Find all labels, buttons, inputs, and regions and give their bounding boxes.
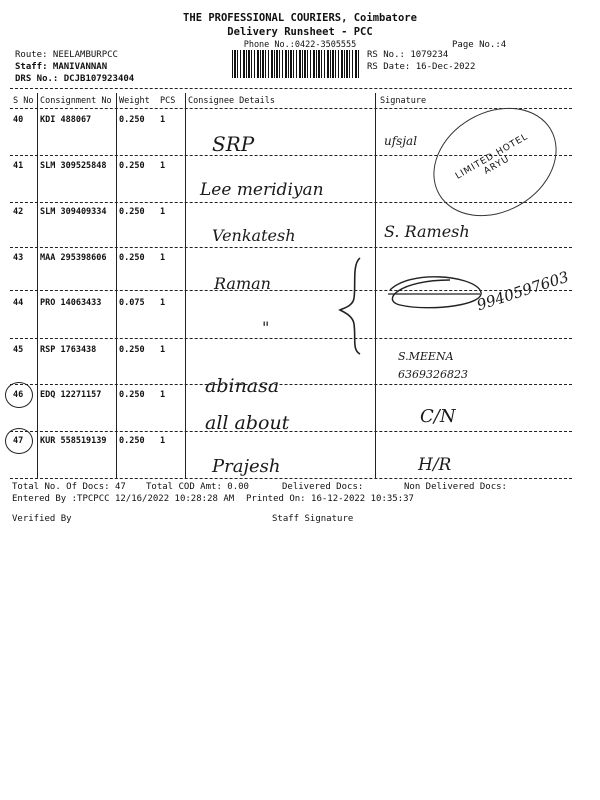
row-weight: 0.250 — [119, 253, 145, 263]
row-consignee: Lee meridiyan — [200, 180, 324, 200]
row-consignment: MAA 295398606 — [40, 253, 107, 263]
col-header-sno: S No — [13, 96, 34, 106]
row-signature: ufsjal — [384, 134, 418, 148]
col-divider — [116, 93, 117, 478]
row-consignment: PRO 14063433 — [40, 298, 102, 308]
row-consignment: EDQ 12271157 — [40, 390, 102, 400]
row-consignment: RSP 1763438 — [40, 345, 97, 355]
delivered-docs: Delivered Docs: — [282, 482, 364, 492]
row-rule — [10, 431, 572, 432]
non-delivered-docs: Non Delivered Docs: — [404, 482, 507, 492]
row-sno: 45 — [13, 345, 24, 355]
row-rule — [10, 384, 572, 385]
row-consignee: Raman — [214, 274, 271, 293]
row-consignee: all about — [205, 412, 290, 434]
row-sno: 42 — [13, 207, 24, 217]
row-sno: 47 — [13, 436, 24, 446]
phone-number: Phone No.:0422-3505555 — [243, 40, 357, 50]
handwritten-marks — [330, 250, 580, 360]
col-divider — [185, 93, 186, 478]
page-title: THE PROFESSIONAL COURIERS, Coimbatore — [183, 12, 417, 24]
row-weight: 0.250 — [119, 115, 145, 125]
row-sno: 41 — [13, 161, 24, 171]
stamp-text: LIMITED HOTEL ARYU — [453, 131, 531, 182]
row-pcs: 1 — [160, 298, 166, 308]
staff-signature: Staff Signature — [272, 514, 354, 524]
row-signature: S. Ramesh — [384, 222, 470, 241]
page-subtitle: Delivery Runsheet - PCC — [227, 26, 373, 38]
row-consignment: KUR 558519139 — [40, 436, 107, 446]
printed-on: Printed On: 16-12-2022 10:35:37 — [246, 494, 414, 504]
row-sno: 40 — [13, 115, 24, 125]
row-pcs: 1 — [160, 345, 166, 355]
col-header-weight: Weight — [119, 96, 150, 106]
total-docs: Total No. Of Docs: 47 — [12, 482, 126, 492]
row-signature: H/R — [418, 455, 452, 475]
row-consignee: Venkatesh — [212, 226, 296, 245]
row-weight: 0.250 — [119, 161, 145, 171]
row-sno: 46 — [13, 390, 24, 400]
row-pcs: 1 — [160, 436, 166, 446]
row-weight: 0.250 — [119, 436, 145, 446]
col-header-signature: Signature — [380, 96, 427, 106]
staff: Staff: MANIVANNAN — [15, 62, 108, 72]
table-bottom-rule — [10, 478, 572, 479]
row-signature: 9940597603 — [474, 267, 571, 315]
drs-number: DRS No.: DCJB107923404 — [15, 74, 135, 84]
col-header-consignee: Consignee Details — [188, 96, 275, 106]
col-header-pcs: PCS — [160, 96, 176, 106]
verified-by: Verified By — [12, 514, 72, 524]
row-consignee: SRP — [212, 132, 255, 156]
route: Route: NEELAMBURPCC — [15, 50, 118, 60]
page-number: Page No.:4 — [452, 40, 507, 50]
row-weight: 0.250 — [119, 345, 145, 355]
row-pcs: 1 — [160, 115, 166, 125]
barcode — [232, 50, 360, 78]
row-weight: 0.250 — [119, 390, 145, 400]
row-pcs: 1 — [160, 390, 166, 400]
row-sno: 43 — [13, 253, 24, 263]
rs-number: RS No.: 1079234 — [367, 50, 449, 60]
row-sno: 44 — [13, 298, 24, 308]
row-consignment: SLM 309409334 — [40, 207, 107, 217]
row-pcs: 1 — [160, 161, 166, 171]
table-top-rule — [10, 88, 572, 89]
row-weight: 0.250 — [119, 207, 145, 217]
row-pcs: 1 — [160, 253, 166, 263]
row-signature: S.MEENA 6369326823 — [398, 350, 468, 381]
entered-by: Entered By :TPCPCC 12/16/2022 10:28:28 AM — [12, 494, 235, 504]
row-consignee: abinasa — [205, 375, 280, 397]
col-header-consignment: Consignment No — [40, 96, 112, 106]
row-consignee: " — [262, 318, 270, 337]
rs-date: RS Date: 16-Dec-2022 — [367, 62, 476, 72]
row-pcs: 1 — [160, 207, 166, 217]
col-divider — [37, 93, 38, 478]
header-rule — [10, 108, 572, 109]
row-consignment: KDI 488067 — [40, 115, 92, 125]
last-consignee-handwriting: Prajesh — [212, 456, 281, 477]
row-weight: 0.075 — [119, 298, 145, 308]
row-rule — [10, 247, 572, 248]
row-consignment: SLM 309525848 — [40, 161, 107, 171]
total-cod: Total COD Amt: 0.00 — [146, 482, 249, 492]
row-signature: C/N — [420, 406, 456, 427]
